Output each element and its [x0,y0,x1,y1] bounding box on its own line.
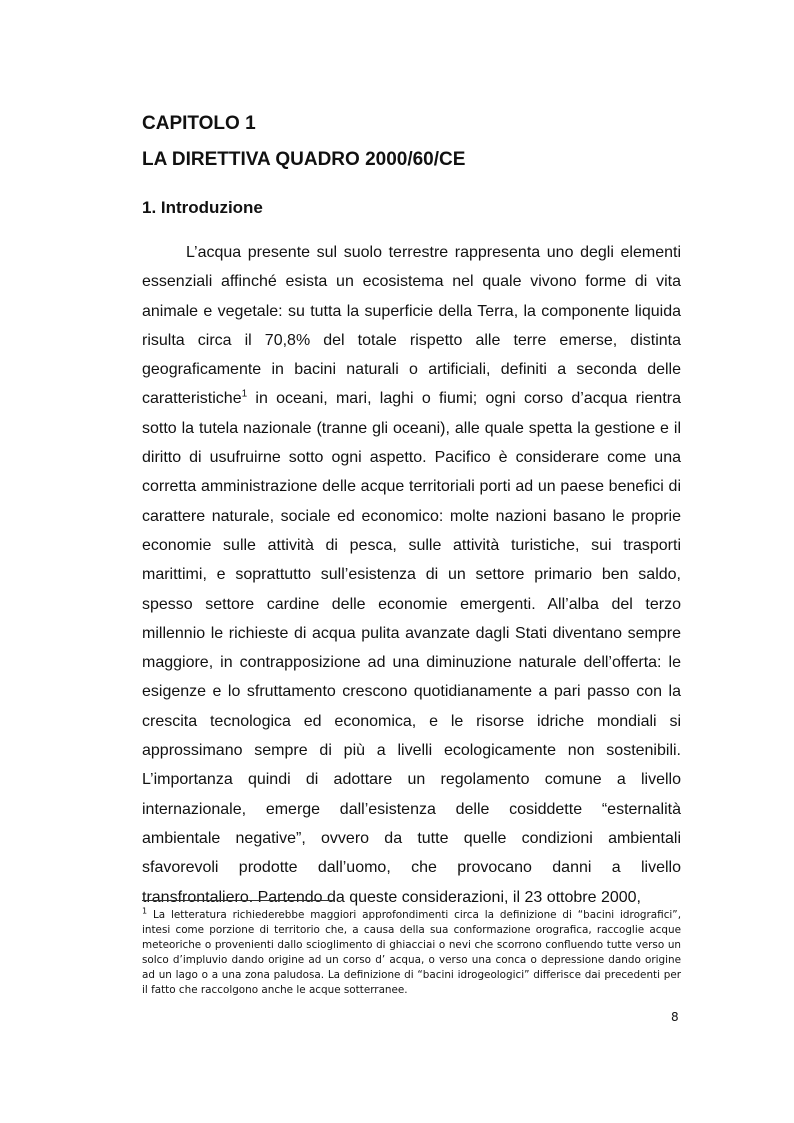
footnote-reference: 1 [241,389,248,401]
footnote-text: La letteratura richiederebbe maggiori approfondimenti circa la definizione di “bacini idrografici”, intesi come porzione di territorio che, a causa della sua conformazione orografica, raccoglie acque meteoriche o provenienti dallo scioglimento di ghiacciai o nevi che scorrono confluendo tutte verso un solco d’impluvio dando origine ad un corso d’ acqua, o verso una conca o depressione dando origine ad un lago o a una zona paludosa. La definizione di “bacini idrogeologici” differisce dai precedenti per il fatto che raccolgono anche le acque sotterranee. [142,909,681,997]
body-paragraph [142,238,681,912]
footnote-marker: 1 [142,906,148,916]
body-text-part-2: in oceani, mari, laghi o fiumi; ogni corso d’acqua rientra sotto la tutela nazionale (tranne gli oceani), alle quale spetta la gestione e il diritto di usufruirne sotto ogni aspetto. Pacifico è considerare come una corretta amministrazione delle acque territoriali porti ad un paese benefici di carattere naturale, sociale ed economico: molte nazioni basano le proprie economie sulle attività di pesca, sulle attività turistiche, sui trasporti marittimi, e soprattutto sull’esistenza di un settore primario ben saldo, spesso settore cardine delle economie emergenti. All’alba del terzo millennio le richieste di acqua pulita avanzate dagli Stati diventano sempre maggiore, in contrapposizione ad una diminuzione naturale dell’offerta: le esigenze e lo sfruttamento crescono quotidianamente a pari passo con la crescita tecnologica ed economica, e le risorse idriche mondiali si approssimano sempre di più a livelli ecologicamente non sostenibili. L’importanza quindi di adottare un regolamento comune a livello internazionale, emerge dall’esistenza delle cosiddette “esternalità ambientale negative”, ovvero da tutte quelle condizioni ambientali sfavorevoli prodotte dall’uomo, che provocano danni a livello transfrontaliero. Partendo da queste considerazioni, il 23 ottobre 2000, [142,390,681,906]
body-text-part-1: L’acqua presente sul suolo terrestre rappresenta uno degli elementi essenziali affinché esista un ecosistema nel quale vivono forme di vita animale e vegetale: su tutta la superficie della Terra, la componente liquida risulta circa il 70,8% del totale rispetto alle terre emerse, distinta geograficamente in bacini naturali o artificiali, definiti a seconda delle caratteristiche [142,244,681,408]
chapter-label: CAPITOLO 1 [142,113,256,134]
footnote [142,908,681,999]
section-title: 1. Introduzione [142,198,263,217]
page-number: 8 [671,1010,679,1024]
chapter-title: LA DIRETTIVA QUADRO 2000/60/CE [142,149,466,170]
footnote-separator [142,900,333,901]
